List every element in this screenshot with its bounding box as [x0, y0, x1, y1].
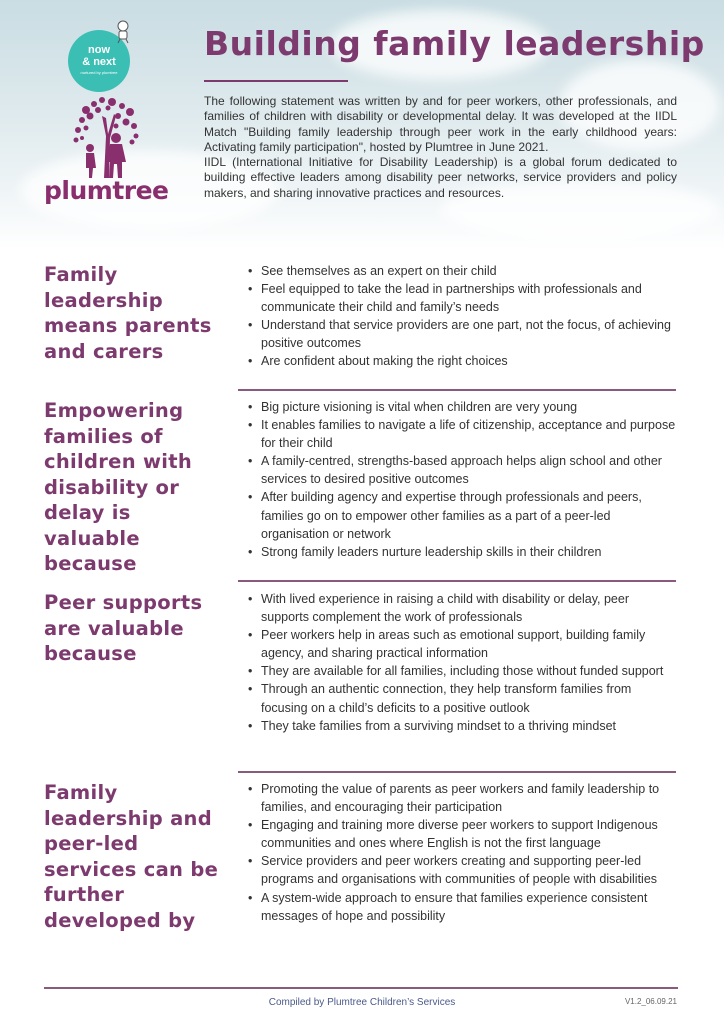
list-item: • After building agency and expertise through professionals and peers, families go on to empower other families as a part of a peer-led organisation or network — [245, 488, 677, 542]
list-item: • A system-wide approach to ensure that families experience consistent messages of hope and possibility — [245, 889, 677, 925]
list-item: • It enables families to navigate a life of citizenship, acceptance and purpose for their child — [245, 416, 677, 452]
plumtree-wordmark: plumtree — [44, 176, 169, 205]
list-item: • See themselves as an expert on their child — [245, 262, 677, 280]
now-next-tagline: nurtured by plumtree — [80, 70, 118, 75]
section-list-peer-supports — [245, 590, 677, 735]
list-item: • Through an authentic connection, they help transform families from focusing on a child’s deficits to a positive outlook — [245, 680, 677, 716]
section-divider — [238, 771, 676, 773]
plumtree-tree-logo-icon — [46, 96, 170, 178]
section-list-further-development — [245, 780, 677, 925]
astronaut-icon — [114, 20, 132, 44]
footer-divider — [44, 987, 678, 989]
section-heading-further-development: Family leadership and peer-led services can be further developed by — [44, 781, 219, 932]
intro-paragraph-1: The following statement was written by and for peer workers, other professionals, and families of children with disability or developmental delay. It was developed at the IIDL Match "Building family leadership through peer work in the early childhood years: Activating family participation", hosted by Plumtree in June 2021. — [204, 94, 677, 154]
list-item: • Feel equipped to take the lead in partnerships with professionals and communicate their child and family’s needs — [245, 280, 677, 316]
list-item: • Service providers and peer workers creating and supporting peer-led programs and organisations with communities of people with disabilities — [245, 852, 677, 888]
section-heading-empowering-families: Empowering families of children with disability or delay is valuable because — [44, 399, 193, 575]
list-item: • A family-centred, strengths-based approach helps align school and other services to desired positive outcomes — [245, 452, 677, 488]
list-item: • Engaging and training more diverse peer workers to support Indigenous communities and ones where English is not the first language — [245, 816, 677, 852]
title-underline — [204, 80, 348, 82]
section-divider — [238, 580, 676, 582]
list-item: • Strong family leaders nurture leadership skills in their children — [245, 543, 677, 561]
section-heading-peer-supports: Peer supports are valuable because — [44, 591, 203, 665]
now-next-line1: now — [88, 44, 110, 56]
list-item: • They are available for all families, including those without funded support — [245, 662, 677, 680]
intro-paragraph-2: IIDL (International Initiative for Disability Leadership) is a global forum dedicated to building effective leaders among disability peer networks, service providers and policy makers, and sharing innovative practices and resources. — [204, 155, 677, 200]
list-item: • Promoting the value of parents as peer workers and family leadership to families, and encouraging their participation — [245, 780, 677, 816]
section-list-family-leadership — [245, 262, 677, 371]
intro-text — [204, 94, 677, 201]
section-heading-family-leadership: Family leadership means parents and carers — [44, 263, 212, 363]
section-divider — [238, 389, 676, 391]
now-next-line2: & next — [82, 56, 116, 68]
list-item: • Are confident about making the right choices — [245, 352, 677, 370]
section-list-empowering-families — [245, 398, 677, 561]
version-label: V1.2_06.09.21 — [624, 997, 677, 1006]
page-title: Building family leadership — [204, 24, 705, 63]
list-item: • Peer workers help in areas such as emotional support, building family agency, and sharing practical information — [245, 626, 677, 662]
list-item: • They take families from a surviving mindset to a thriving mindset — [245, 717, 677, 735]
list-item: • With lived experience in raising a child with disability or delay, peer supports complement the work of professionals — [245, 590, 677, 626]
list-item: • Understand that service providers are one part, not the focus, of achieving positive outcomes — [245, 316, 677, 352]
list-item: • Big picture visioning is vital when children are very young — [245, 398, 677, 416]
footer-compiled-by: Compiled by Plumtree Children’s Services — [268, 997, 456, 1008]
